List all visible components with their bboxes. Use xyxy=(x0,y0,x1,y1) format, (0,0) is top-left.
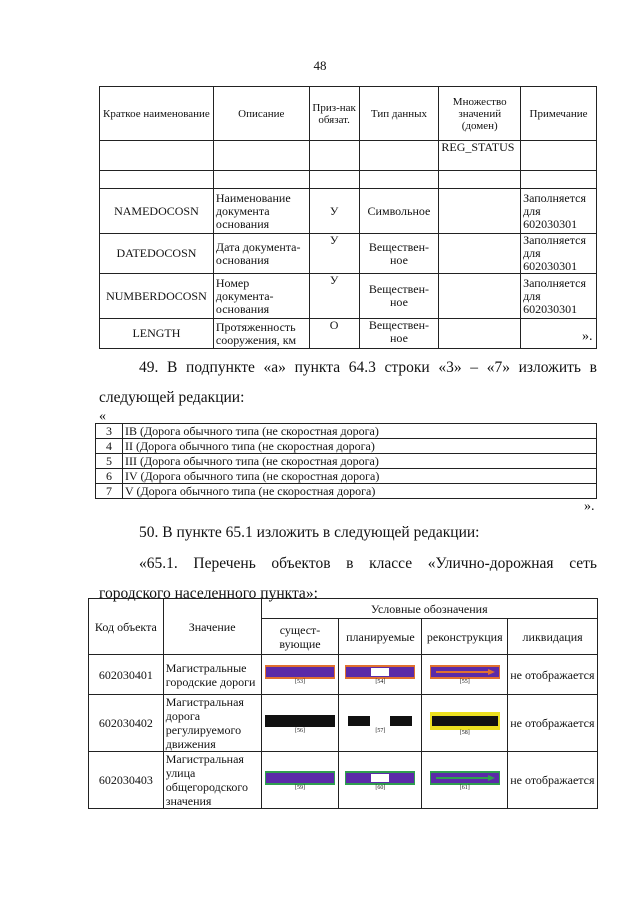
table-header-row xyxy=(89,599,598,619)
table-header-row xyxy=(100,87,597,141)
closing-quote: ». xyxy=(584,499,595,514)
object-value: Магистральные городские дороги xyxy=(163,655,261,695)
object-value: Магистральная улица общегородского значения xyxy=(163,752,261,809)
table-cell: Символьное xyxy=(359,189,439,234)
symbol-ref: [60] xyxy=(375,784,386,791)
road-category-table xyxy=(95,423,597,499)
symbol-ref: [57] xyxy=(375,727,386,734)
table-cell xyxy=(439,189,521,234)
row-text: V (Дорога обычного типа (не скоростная дорога) xyxy=(123,484,597,499)
table-cell xyxy=(213,141,309,171)
table-cell: Номер документа-основания xyxy=(213,274,309,319)
header-symbols: Условные обозначения xyxy=(261,599,597,619)
table-row xyxy=(89,655,598,695)
table-row xyxy=(100,274,597,319)
table-cell: Протяженность сооружения, км xyxy=(213,319,309,349)
subheader-existing: сущест-вующие xyxy=(261,619,339,655)
table-cell: Дата документа-основания xyxy=(213,234,309,274)
table-row xyxy=(96,424,597,439)
symbol-ref: [55] xyxy=(459,679,470,685)
header-value: Значение xyxy=(163,599,261,655)
table-cell xyxy=(309,171,359,189)
table-cell: Заполняется для 602030301 xyxy=(521,234,597,274)
object-value: Магистральная дорога регулируемого движения xyxy=(163,695,261,752)
closing-quote: ». xyxy=(582,329,593,344)
symbol-existing-cell xyxy=(261,655,339,695)
table-cell: NUMBERDOCOSN xyxy=(100,274,214,319)
table-row xyxy=(100,234,597,274)
table-cell: Веществен-ное xyxy=(359,319,439,349)
symbol-existing-cell xyxy=(261,695,339,752)
row-number: 7 xyxy=(96,484,123,499)
row-text: IB (Дорога обычного типа (не скоростная дорога) xyxy=(123,424,597,439)
symbol-planned xyxy=(345,665,415,679)
symbol-ref: [58] xyxy=(459,729,470,736)
table-cell xyxy=(213,171,309,189)
subheader-liquidation: ликвидация xyxy=(508,619,598,655)
table-cell xyxy=(439,234,521,274)
paragraph-49: 49. В подпункте «а» пункта 64.3 строки «3» – «7» изложить в следующей редакции: xyxy=(99,359,597,406)
row-number: 4 xyxy=(96,439,123,454)
object-code: 602030403 xyxy=(89,752,164,809)
table-row xyxy=(100,319,597,349)
header-code: Код объекта xyxy=(89,599,164,655)
symbol-reconstruction xyxy=(430,771,500,785)
table-cell xyxy=(359,141,439,171)
table-cell: О xyxy=(309,319,359,349)
symbol-reconstruction xyxy=(430,712,500,730)
row-number: 6 xyxy=(96,469,123,484)
table-cell xyxy=(439,319,521,349)
symbol-reconstruction xyxy=(430,665,500,679)
row-number: 3 xyxy=(96,424,123,439)
symbol-planned-cell xyxy=(339,752,422,809)
table-row xyxy=(96,469,597,484)
table-row xyxy=(100,171,597,189)
table-cell xyxy=(521,171,597,189)
table-cell: У xyxy=(309,189,359,234)
symbol-reconstruction-cell xyxy=(422,695,508,752)
table-row xyxy=(96,454,597,469)
row-number: 5 xyxy=(96,454,123,469)
row-text: IV (Дорога обычного типа (не скоростная дорога) xyxy=(123,469,597,484)
symbol-planned xyxy=(345,771,415,785)
table-row xyxy=(89,695,598,752)
symbol-ref: [54] xyxy=(375,679,386,685)
table-cell: Наименование документа основания xyxy=(213,189,309,234)
table-cell xyxy=(521,141,597,171)
liquidation-text: не отображается xyxy=(508,752,598,809)
symbol-reconstruction-cell xyxy=(422,655,508,695)
symbol-ref: [59] xyxy=(295,784,305,791)
attributes-table xyxy=(99,86,597,349)
liquidation-text: не отображается xyxy=(508,695,598,752)
table-row xyxy=(89,752,598,809)
table-cell: У xyxy=(309,274,359,319)
symbol-existing-cell xyxy=(261,752,339,809)
symbol-planned-cell xyxy=(339,655,422,695)
table-cell xyxy=(439,171,521,189)
table-row xyxy=(96,439,597,454)
header-description: Описание xyxy=(213,87,309,141)
symbol-ref: [53] xyxy=(295,679,305,685)
symbol-ref: [61] xyxy=(459,784,470,791)
table-cell: NAMEDOCOSN xyxy=(100,189,214,234)
table-row xyxy=(96,484,597,499)
table-cell xyxy=(359,171,439,189)
symbol-existing xyxy=(265,714,335,728)
object-code: 602030401 xyxy=(89,655,164,695)
object-code: 602030402 xyxy=(89,695,164,752)
symbol-existing xyxy=(265,665,335,679)
table-cell: Заполняется для 602030301 xyxy=(521,274,597,319)
table-cell xyxy=(100,141,214,171)
table-cell xyxy=(100,171,214,189)
header-short-name: Краткое наименование xyxy=(100,87,214,141)
symbol-reconstruction-cell xyxy=(422,752,508,809)
table-cell xyxy=(439,274,521,319)
liquidation-text: не отображается xyxy=(508,655,598,695)
table-cell xyxy=(309,141,359,171)
table-cell-domain: REG_STATUS xyxy=(439,141,521,171)
subheader-reconstruction: реконструкция xyxy=(422,619,508,655)
header-data-type: Тип данных xyxy=(359,87,439,141)
page-number: 48 xyxy=(313,58,327,73)
table-cell: У xyxy=(309,234,359,274)
table-cell: Веществен-ное xyxy=(359,234,439,274)
subheader-planned: планируемые xyxy=(339,619,422,655)
paragraph-50: 50. В пункте 65.1 изложить в следующей редакции: xyxy=(139,524,480,541)
symbol-existing xyxy=(265,771,335,785)
paragraph-65-1: «65.1. Перечень объектов в классе «Улично-дорожная сеть городского населенного пункта»: xyxy=(99,555,597,602)
symbol-planned-cell xyxy=(339,695,422,752)
header-domain: Множество значений (домен) xyxy=(439,87,521,141)
table-cell: Заполняется для 602030301 xyxy=(521,189,597,234)
row-text: II (Дорога обычного типа (не скоростная дорога) xyxy=(123,439,597,454)
symbol-ref: [56] xyxy=(295,727,305,734)
header-note: Примечание xyxy=(521,87,597,141)
table-row xyxy=(100,189,597,234)
opening-quote: « xyxy=(99,409,106,424)
symbol-planned xyxy=(345,714,415,728)
header-mandatory: Приз-нак обязат. xyxy=(309,87,359,141)
table-cell: Веществен-ное xyxy=(359,274,439,319)
table-cell: DATEDOCOSN xyxy=(100,234,214,274)
table-cell: LENGTH xyxy=(100,319,214,349)
street-network-table xyxy=(88,598,598,809)
row-text: III (Дорога обычного типа (не скоростная дорога) xyxy=(123,454,597,469)
table-row xyxy=(100,141,597,171)
